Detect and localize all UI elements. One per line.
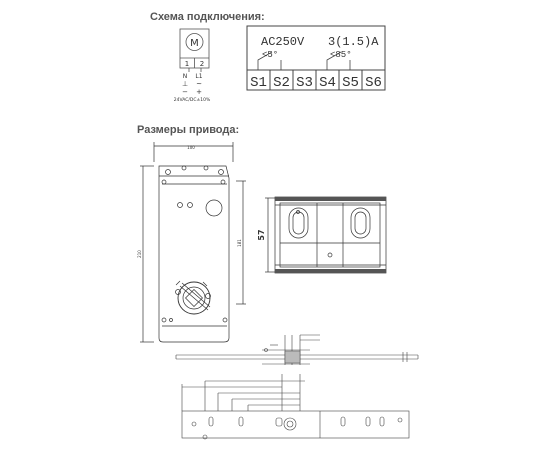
wiring-heading: Схема подключения: xyxy=(150,11,265,23)
sign-1-label: − xyxy=(182,88,188,96)
terminal-s1: S1 xyxy=(250,75,267,91)
polarity-2-label: ~ xyxy=(196,80,202,88)
terminal-s4: S4 xyxy=(319,75,336,91)
terminal-2-label: 2 xyxy=(199,60,205,68)
switch-angle-right: <85° xyxy=(330,50,352,60)
front-height-outer-label: 210 xyxy=(137,250,142,258)
front-view-drawing xyxy=(140,142,246,342)
front-width-label: 100 xyxy=(187,145,195,150)
polarity-1-label: ⊥ xyxy=(181,80,189,88)
front-height-inner-label: 181 xyxy=(237,239,242,247)
wire-n-label: N xyxy=(182,73,188,80)
switch-angle-left: <5° xyxy=(262,50,279,60)
terminal-s6: S6 xyxy=(365,75,382,91)
wire-l1-label: L1 xyxy=(195,73,203,80)
dimensions-heading: Размеры привода: xyxy=(137,124,240,136)
switch-voltage-rating: AC250V xyxy=(261,35,305,49)
side-bottom-band xyxy=(275,269,386,273)
terminal-1-label: 1 xyxy=(184,60,190,68)
side-top-band xyxy=(275,197,386,201)
bracket-clamp-block xyxy=(285,351,300,363)
bracket-front-view xyxy=(182,374,409,439)
side-view-drawing xyxy=(265,197,386,273)
terminal-s3: S3 xyxy=(296,75,313,91)
terminal-s2: S2 xyxy=(273,75,290,91)
side-height-label: 57 xyxy=(257,229,266,241)
supply-note: 24VAC/DC±10% xyxy=(173,98,211,103)
sign-2-label: + xyxy=(196,88,202,96)
terminal-s5: S5 xyxy=(342,75,359,91)
motor-letter: M xyxy=(190,38,199,49)
switch-current-rating: 3(1.5)A xyxy=(328,35,379,49)
